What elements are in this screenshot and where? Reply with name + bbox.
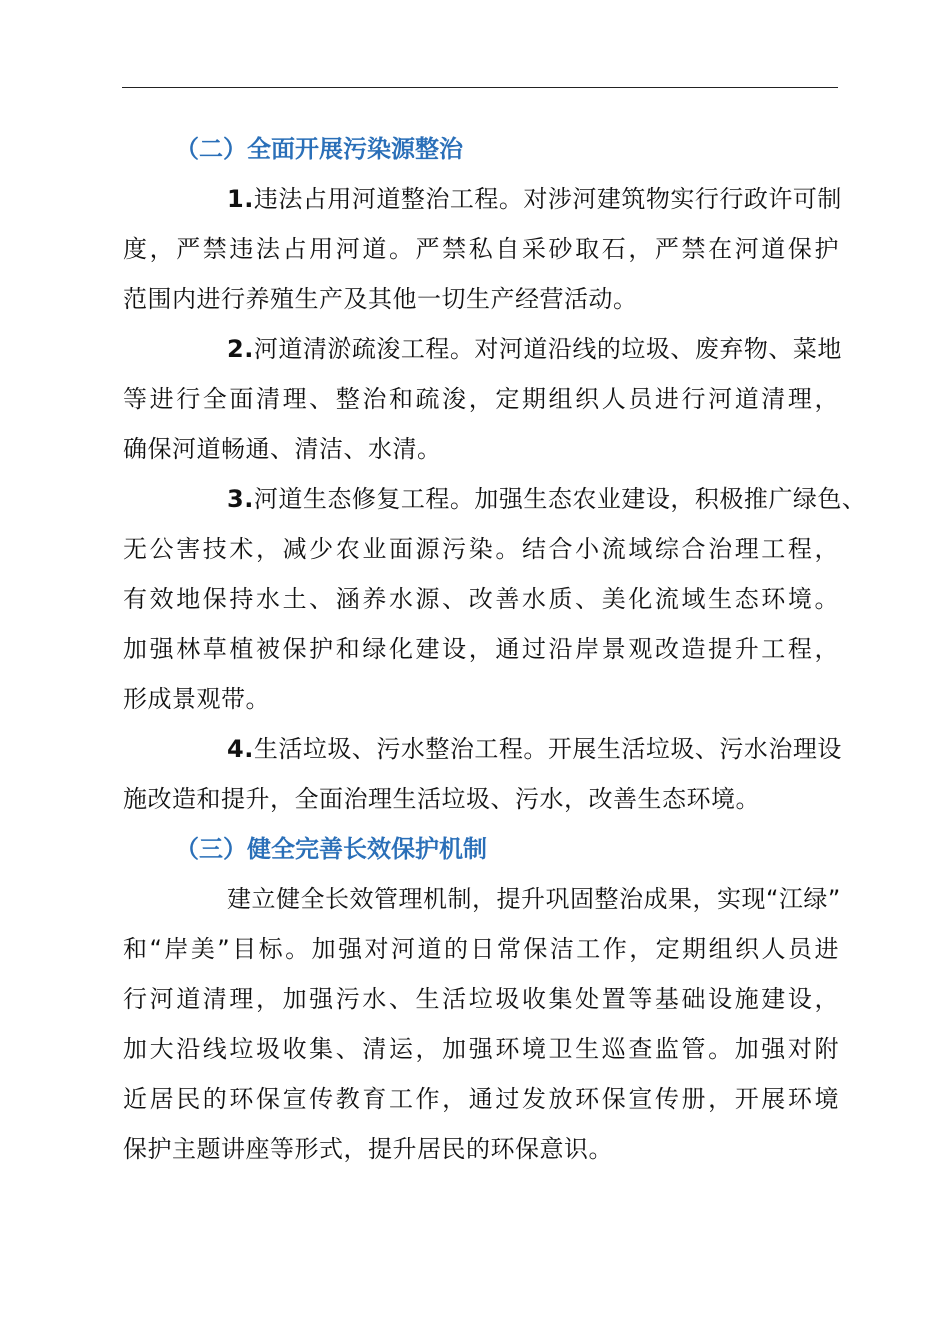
section-3-line-6: 保护主题讲座等形式，提升居民的环保意识。 xyxy=(123,1135,613,1163)
item-3-line-5: 形成景观带。 xyxy=(123,685,270,713)
item-1-line-1: 1.违法占用河道整治工程。对涉河建筑物实行行政许可制 xyxy=(227,185,842,213)
item-3-number: 3. xyxy=(227,485,254,513)
item-4 xyxy=(123,724,842,824)
item-3-line-1: 3.河道生态修复工程。加强生态农业建设，积极推广绿色、 xyxy=(227,485,867,513)
item-2 xyxy=(123,324,842,474)
item-2-number: 2. xyxy=(227,335,254,363)
item-4-line-1: 4.生活垃圾、污水整治工程。开展生活垃圾、污水治理设 xyxy=(227,735,842,763)
item-1-line-3: 范围内进行养殖生产及其他一切生产经营活动。 xyxy=(123,285,638,313)
document-body xyxy=(123,124,867,1174)
item-1 xyxy=(123,174,842,324)
section-heading-3: （三）健全完善长效保护机制 xyxy=(175,835,487,863)
section-3-line-1: 建立健全长效管理机制，提升巩固整治成果，实现“江绿” xyxy=(227,885,841,913)
section-3-line-3: 行河道清理，加强污水、生活垃圾收集处置等基础设施建设， xyxy=(123,985,839,1013)
section-heading-2: （二）全面开展污染源整治 xyxy=(175,135,463,163)
section-3-line-4: 加大沿线垃圾收集、清运，加强环境卫生巡查监管。加强对附 xyxy=(123,1035,839,1063)
item-2-line-3: 确保河道畅通、清洁、水清。 xyxy=(123,435,442,463)
item-1-number: 1. xyxy=(227,185,254,213)
item-1-line-2: 度，严禁违法占用河道。严禁私自采砂取石，严禁在河道保护 xyxy=(123,235,839,263)
item-3 xyxy=(123,474,867,724)
item-3-line-2: 无公害技术，减少农业面源污染。结合小流域综合治理工程， xyxy=(123,535,839,563)
header-rule xyxy=(122,87,838,88)
section-3-line-2: 和“岸美”目标。加强对河道的日常保洁工作，定期组织人员进 xyxy=(123,935,839,963)
section-3-line-5: 近居民的环保宣传教育工作，通过发放环保宣传册，开展环境 xyxy=(123,1085,839,1113)
item-2-line-2: 等进行全面清理、整治和疏浚，定期组织人员进行河道清理， xyxy=(123,385,839,413)
item-3-line-3: 有效地保持水土、涵养水源、改善水质、美化流域生态环境。 xyxy=(123,585,839,613)
item-4-number: 4. xyxy=(227,735,254,763)
item-4-line-2: 施改造和提升，全面治理生活垃圾、污水，改善生态环境。 xyxy=(123,785,760,813)
item-2-line-1: 2.河道清淤疏浚工程。对河道沿线的垃圾、废弃物、菜地 xyxy=(227,335,842,363)
item-3-line-4: 加强林草植被保护和绿化建设，通过沿岸景观改造提升工程， xyxy=(123,635,839,663)
section-3-paragraph xyxy=(123,874,839,1174)
